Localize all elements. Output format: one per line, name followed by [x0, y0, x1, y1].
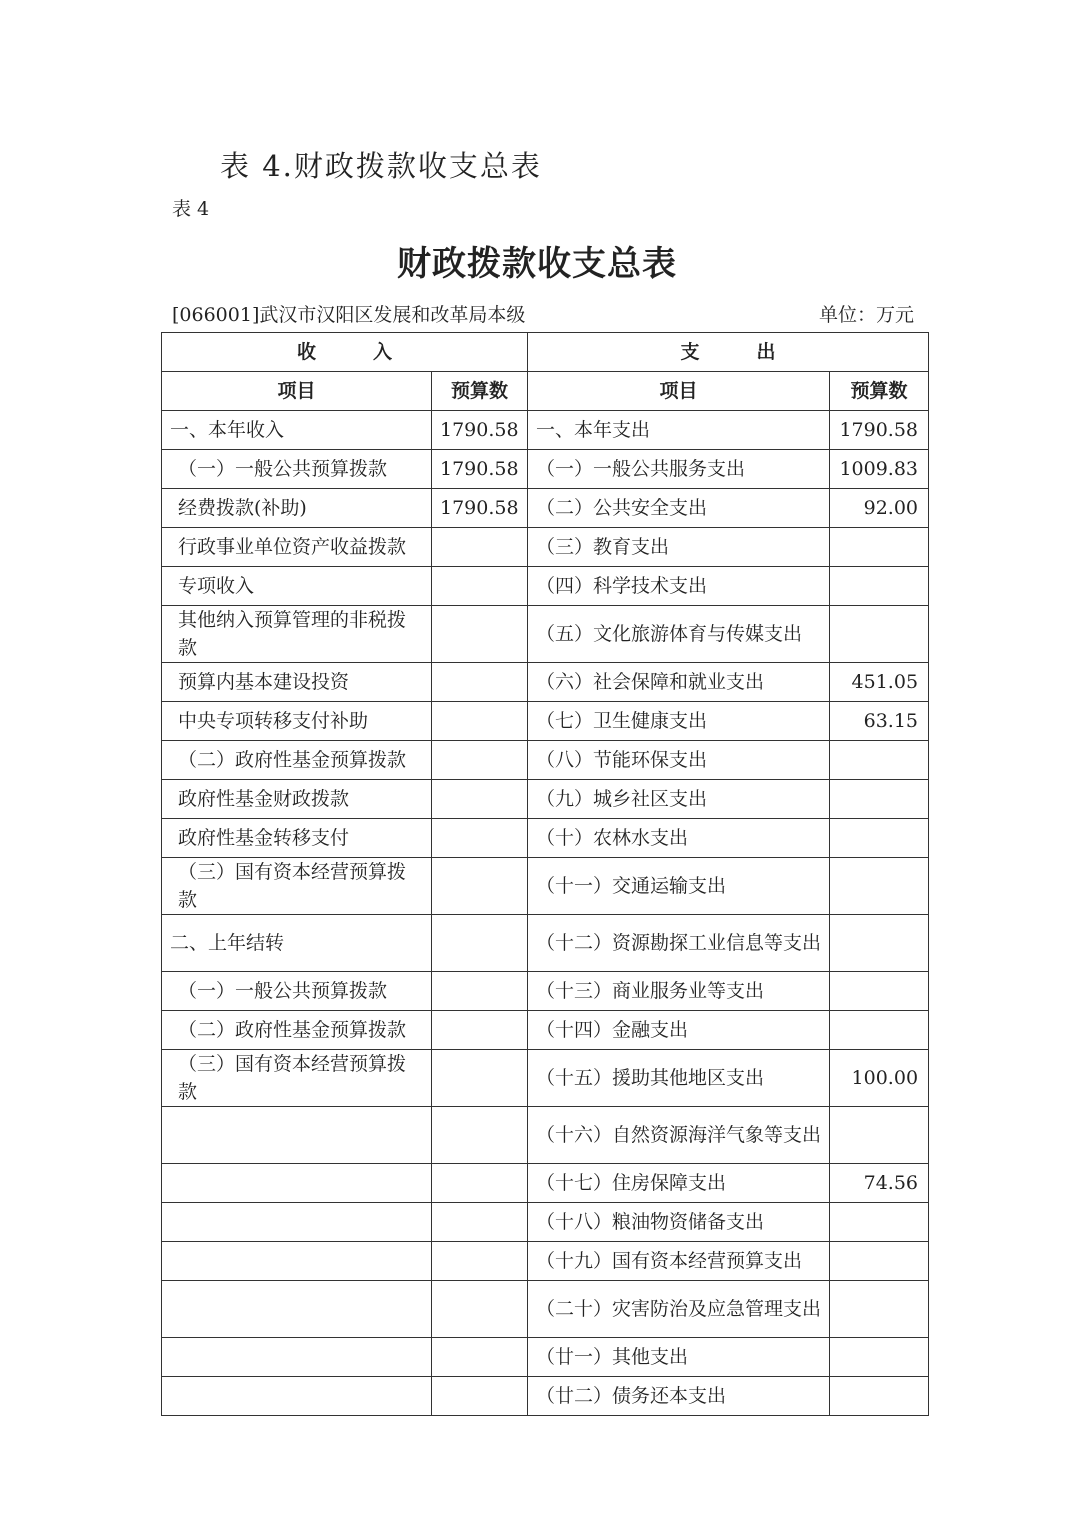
- income-value: 1790.58: [432, 489, 528, 528]
- table-row: [162, 915, 929, 972]
- table-row: [162, 1011, 929, 1050]
- income-item: [162, 1203, 432, 1242]
- expense-value: [830, 915, 929, 972]
- table-row: [162, 1281, 929, 1338]
- page-title: 财政拨款收支总表: [397, 244, 677, 284]
- expense-item: （三）教育支出: [528, 528, 830, 567]
- expense-value: [830, 606, 929, 663]
- income-value: [432, 819, 528, 858]
- table-row: [162, 702, 929, 741]
- income-value: [432, 1011, 528, 1050]
- expense-value: [830, 972, 929, 1011]
- expense-item: （六）社会保障和就业支出: [528, 663, 830, 702]
- expense-item: （十四）金融支出: [528, 1011, 830, 1050]
- income-value: 1790.58: [432, 411, 528, 450]
- page-heading: 表 4.财政拨款收支总表: [220, 149, 542, 183]
- expense-item: （十三）商业服务业等支出: [528, 972, 830, 1011]
- header-column-row: [162, 372, 929, 411]
- income-value: [432, 741, 528, 780]
- income-item: 中央专项转移支付补助: [162, 702, 432, 741]
- unit-label: 单位：万元: [818, 304, 914, 326]
- income-value: [432, 702, 528, 741]
- income-budget-header: 预算数: [432, 372, 528, 411]
- table-row: [162, 1242, 929, 1281]
- expense-item: （十八）粮油物资储备支出: [528, 1203, 830, 1242]
- table-row: [162, 528, 929, 567]
- expense-value: [830, 528, 929, 567]
- income-item: （一）一般公共预算拨款: [162, 972, 432, 1011]
- expense-item: （十九）国有资本经营预算支出: [528, 1242, 830, 1281]
- expense-item: 一、本年支出: [528, 411, 830, 450]
- income-value: [432, 663, 528, 702]
- expense-value: [830, 1338, 929, 1377]
- income-item: 一、本年收入: [162, 411, 432, 450]
- expense-value: 1790.58: [830, 411, 929, 450]
- income-value: [432, 528, 528, 567]
- expense-item: （十）农林水支出: [528, 819, 830, 858]
- income-value: [432, 1164, 528, 1203]
- expense-item: （十一）交通运输支出: [528, 858, 830, 915]
- income-item: 预算内基本建设投资: [162, 663, 432, 702]
- expense-item: （二十）灾害防治及应急管理支出: [528, 1281, 830, 1338]
- table-label: 表 4: [172, 198, 210, 220]
- income-item: [162, 1377, 432, 1416]
- income-value: [432, 1242, 528, 1281]
- income-value: [432, 972, 528, 1011]
- expense-value: [830, 1242, 929, 1281]
- expense-value: [830, 1377, 929, 1416]
- income-item: （二）政府性基金预算拨款: [162, 741, 432, 780]
- expense-item: （十五）援助其他地区支出: [528, 1050, 830, 1107]
- expense-value: [830, 780, 929, 819]
- income-value: [432, 780, 528, 819]
- organization-name: [066001]武汉市汉阳区发展和改革局本级: [172, 304, 526, 326]
- income-item: （二）政府性基金预算拨款: [162, 1011, 432, 1050]
- income-item: 政府性基金财政拨款: [162, 780, 432, 819]
- income-item: （一）一般公共预算拨款: [162, 450, 432, 489]
- expense-item: （五）文化旅游体育与传媒支出: [528, 606, 830, 663]
- expense-value: 63.15: [830, 702, 929, 741]
- income-value: [432, 1281, 528, 1338]
- income-value: [432, 1338, 528, 1377]
- income-item: 政府性基金转移支付: [162, 819, 432, 858]
- income-value: [432, 606, 528, 663]
- expense-item: （七）卫生健康支出: [528, 702, 830, 741]
- expense-value: [830, 741, 929, 780]
- table-row: [162, 567, 929, 606]
- table-row: [162, 972, 929, 1011]
- income-value: [432, 1107, 528, 1164]
- expense-item: （八）节能环保支出: [528, 741, 830, 780]
- table-row: [162, 858, 929, 915]
- expense-budget-header: 预算数: [830, 372, 929, 411]
- income-item: （三）国有资本经营预算拨款: [162, 1050, 432, 1107]
- income-value: [432, 1050, 528, 1107]
- income-value: [432, 858, 528, 915]
- income-header: 收 入: [162, 333, 528, 372]
- expense-value: [830, 1281, 929, 1338]
- expense-value: 100.00: [830, 1050, 929, 1107]
- table-row: [162, 780, 929, 819]
- expense-value: [830, 1203, 929, 1242]
- expense-value: [830, 1011, 929, 1050]
- expense-value: [830, 858, 929, 915]
- expense-item: （廿二）债务还本支出: [528, 1377, 830, 1416]
- income-item: [162, 1107, 432, 1164]
- header-group-row: [162, 333, 929, 372]
- income-value: [432, 1377, 528, 1416]
- table-row: [162, 663, 929, 702]
- income-value: [432, 915, 528, 972]
- table-row: [162, 1107, 929, 1164]
- expense-item: （十六）自然资源海洋气象等支出: [528, 1107, 830, 1164]
- income-item: [162, 1164, 432, 1203]
- expense-value: 74.56: [830, 1164, 929, 1203]
- fiscal-appropriation-table: [161, 332, 929, 1416]
- table-row: [162, 450, 929, 489]
- income-value: [432, 1203, 528, 1242]
- income-item: 经费拨款(补助): [162, 489, 432, 528]
- expense-item: （廿一）其他支出: [528, 1338, 830, 1377]
- table-row: [162, 819, 929, 858]
- income-item: 专项收入: [162, 567, 432, 606]
- income-item-header: 项目: [162, 372, 432, 411]
- income-item: 二、上年结转: [162, 915, 432, 972]
- income-value: [432, 567, 528, 606]
- expense-value: [830, 567, 929, 606]
- expense-item: （十七）住房保障支出: [528, 1164, 830, 1203]
- expense-item: （四）科学技术支出: [528, 567, 830, 606]
- table-row: [162, 1338, 929, 1377]
- income-item: [162, 1338, 432, 1377]
- expense-value: 451.05: [830, 663, 929, 702]
- table-row: [162, 411, 929, 450]
- expense-item-header: 项目: [528, 372, 830, 411]
- income-item: [162, 1242, 432, 1281]
- table-row: [162, 606, 929, 663]
- expense-item: （九）城乡社区支出: [528, 780, 830, 819]
- income-value: 1790.58: [432, 450, 528, 489]
- expense-value: [830, 1107, 929, 1164]
- table-row: [162, 741, 929, 780]
- table-row: [162, 1377, 929, 1416]
- table-row: [162, 1050, 929, 1107]
- income-item: [162, 1281, 432, 1338]
- expense-item: （十二）资源勘探工业信息等支出: [528, 915, 830, 972]
- table-row: [162, 489, 929, 528]
- income-item: 行政事业单位资产收益拨款: [162, 528, 432, 567]
- expense-header: 支 出: [528, 333, 929, 372]
- expense-item: （一）一般公共服务支出: [528, 450, 830, 489]
- income-item: （三）国有资本经营预算拨款: [162, 858, 432, 915]
- expense-item: （二）公共安全支出: [528, 489, 830, 528]
- expense-value: 1009.83: [830, 450, 929, 489]
- table-row: [162, 1203, 929, 1242]
- expense-value: 92.00: [830, 489, 929, 528]
- income-item: 其他纳入预算管理的非税拨款: [162, 606, 432, 663]
- table-row: [162, 1164, 929, 1203]
- expense-value: [830, 819, 929, 858]
